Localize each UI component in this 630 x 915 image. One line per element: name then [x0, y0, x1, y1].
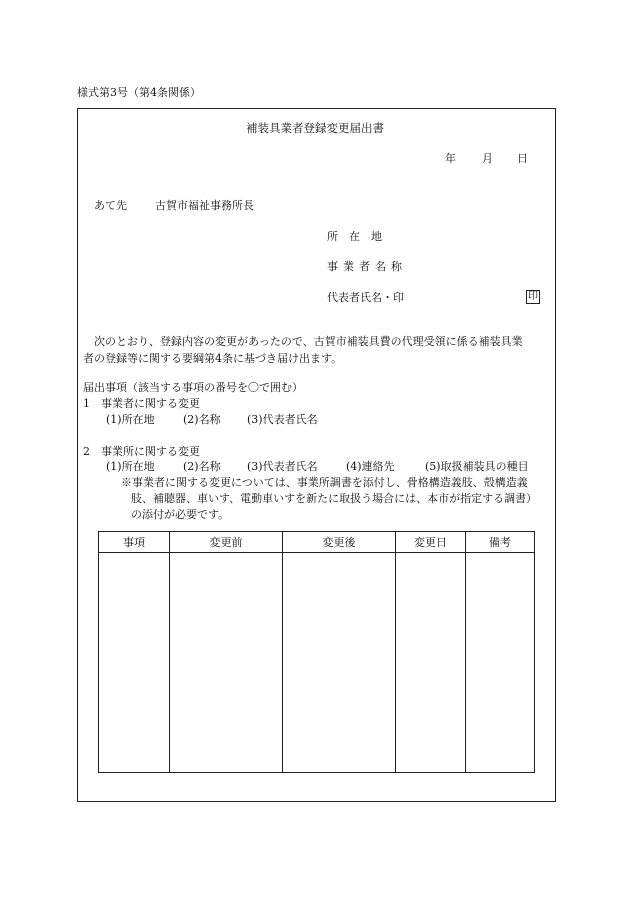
applicant-business-name-label: 事業者名称: [327, 260, 407, 273]
section-2-note-line-3: の添付が必要です。: [131, 508, 230, 521]
cell-change-date[interactable]: [396, 553, 466, 773]
body-line-1: 次のとおり、登録内容の変更があったので、古賀市補装具費の代理受領に係る補装具業: [94, 335, 523, 348]
cell-before[interactable]: [170, 553, 283, 773]
body-line-2: 者の登録等に関する要綱第4条に基づき届け出ます。: [83, 352, 343, 365]
col-header-remarks: 備考: [466, 532, 535, 553]
cell-item[interactable]: [99, 553, 170, 773]
cell-remarks[interactable]: [466, 553, 535, 773]
table-row: [99, 553, 535, 773]
seal-mark: 印: [528, 291, 538, 302]
col-header-change-date: 変更日: [396, 532, 466, 553]
section-2-note-line-2: 肢、補聴器、車いす、電動車いすを新たに取扱う場合には、本市が指定する調書）: [131, 492, 538, 505]
change-table: [98, 531, 535, 773]
date-day: 日: [517, 152, 528, 165]
applicant-location-label: 所 在 地: [327, 230, 382, 243]
form-title: 補装具業者登録変更届出書: [246, 121, 384, 135]
cell-after[interactable]: [283, 553, 396, 773]
addressee-label: あて先: [94, 199, 127, 212]
col-header-before: 変更前: [170, 532, 283, 553]
section-1-option-1: (1)所在地: [106, 413, 155, 426]
date-month: 月: [482, 152, 493, 165]
section-2-note-line-1: ※事業者に関する変更については、事業所調書を添付し、骨格構造義肢、殻構造義: [121, 476, 528, 489]
col-header-item: 事項: [99, 532, 170, 553]
section-2-option-5: (5)取扱補装具の種目: [425, 460, 529, 473]
section-2-option-4: (4)連絡先: [346, 460, 395, 473]
section-2-label: 2 事業所に関する変更: [83, 445, 200, 458]
date-year: 年: [445, 152, 456, 165]
section-2-option-1: (1)所在地: [106, 460, 155, 473]
section-2-option-3: (3)代表者氏名: [247, 460, 318, 473]
items-heading: 届出事項（該当する事項の番号を〇で囲む）: [83, 381, 303, 394]
section-2-option-2: (2)名称: [183, 460, 221, 473]
section-1-label: 1 事業者に関する変更: [83, 397, 200, 410]
section-1-option-3: (3)代表者氏名: [247, 413, 318, 426]
addressee-name: 古賀市福祉事務所長: [155, 199, 254, 212]
form-number: 様式第3号（第4条関係）: [77, 86, 201, 99]
col-header-after: 変更後: [283, 532, 396, 553]
applicant-representative-label: 代表者氏名・印: [327, 291, 404, 304]
section-1-option-2: (2)名称: [183, 413, 221, 426]
table-header-row: [99, 532, 535, 553]
